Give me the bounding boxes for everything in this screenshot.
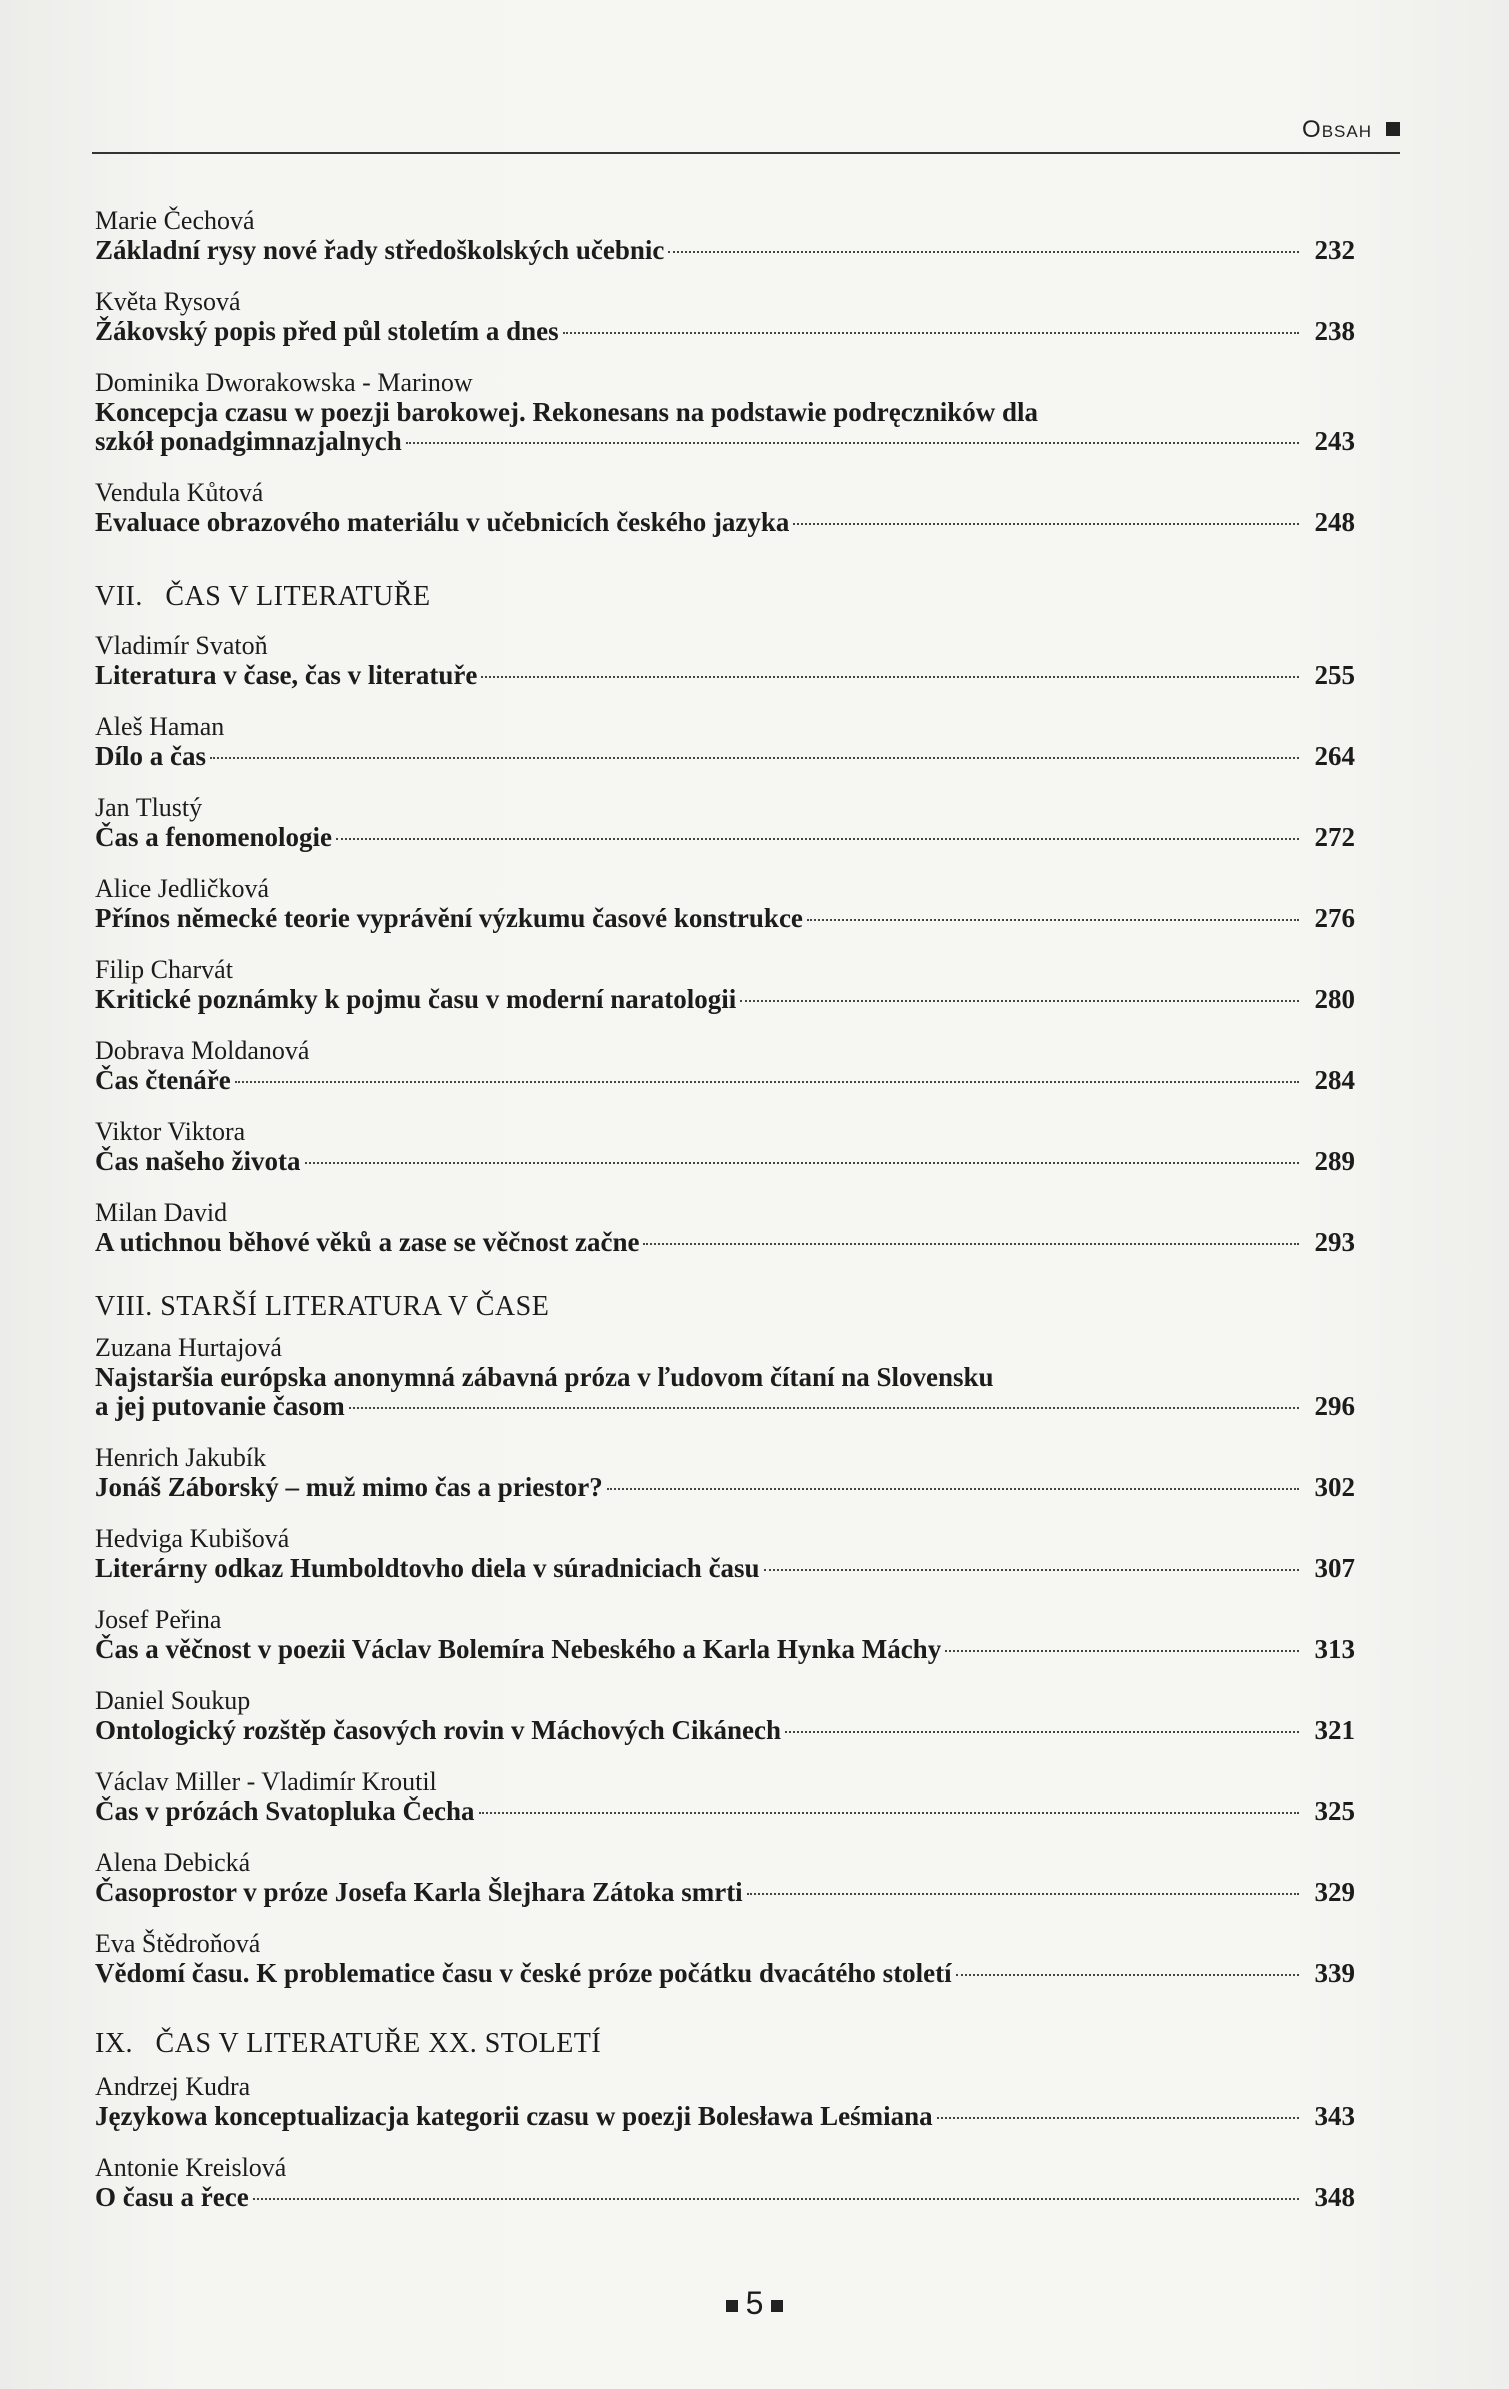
entry-author: Jan Tlustý bbox=[95, 793, 203, 822]
toc-entry[interactable] bbox=[95, 368, 1355, 456]
entry-title: a jej putovanie časom bbox=[95, 1391, 345, 1421]
entry-author: Dobrava Moldanová bbox=[95, 1036, 310, 1065]
entry-author: Henrich Jakubík bbox=[95, 1443, 267, 1472]
entry-title: Čas našeho života bbox=[95, 1146, 301, 1176]
entry-page: 321 bbox=[1314, 1715, 1355, 1745]
toc-entry[interactable] bbox=[95, 793, 1355, 852]
page-footer bbox=[0, 2285, 1509, 2322]
toc-entry[interactable] bbox=[95, 1848, 1355, 1907]
entry-page: 243 bbox=[1314, 426, 1355, 456]
entry-title: Časoprostor v próze Josefa Karla Šlejhara Zátoka smrti bbox=[95, 1877, 743, 1907]
toc-entry[interactable] bbox=[95, 2153, 1355, 2212]
entry-author: Alice Jedličková bbox=[95, 874, 269, 903]
entry-page: 264 bbox=[1314, 741, 1355, 771]
entry-author: Aleš Haman bbox=[95, 712, 225, 741]
toc-entry[interactable] bbox=[95, 1686, 1355, 1745]
entry-title: Čas čtenáře bbox=[95, 1065, 231, 1095]
entry-title: Přínos německé teorie vyprávění výzkumu časové konstrukce bbox=[95, 903, 803, 933]
entry-author: Milan David bbox=[95, 1198, 228, 1227]
entry-author: Hedviga Kubišová bbox=[95, 1524, 290, 1553]
entry-title: Językowa konceptualizacja kategorii czasu w poezji Bolesława Leśmiana bbox=[95, 2101, 933, 2131]
entry-title-line1: Koncepcja czasu w poezji barokowej. Rekonesans na podstawie podręczników dla bbox=[95, 397, 1039, 427]
header-title: Obsah bbox=[1302, 116, 1372, 143]
entry-page: 339 bbox=[1314, 1958, 1355, 1988]
entry-title: Dílo a čas bbox=[95, 741, 206, 771]
entry-title: Ontologický rozštěp časových rovin v Máchových Cikánech bbox=[95, 1715, 781, 1745]
entry-author: Alena Debická bbox=[95, 1848, 251, 1877]
toc-entry[interactable] bbox=[95, 1605, 1355, 1664]
toc-entry[interactable] bbox=[95, 287, 1355, 346]
toc-entry[interactable] bbox=[95, 1117, 1355, 1176]
section-heading-vii: VII. ČAS V LITERATUŘE bbox=[95, 581, 431, 612]
entry-title: Vědomí času. K problematice času v české próze počátku dvacátého století bbox=[95, 1958, 952, 1988]
entry-title: Čas a věčnost v poezii Václav Bolemíra Nebeského a Karla Hynka Máchy bbox=[95, 1634, 942, 1664]
entry-title: Evaluace obrazového materiálu v učebnicích českého jazyka bbox=[95, 507, 790, 537]
entry-title-line1: Najstaršia európska anonymná zábavná próza v ľudovom čítaní na Slovensku bbox=[95, 1362, 994, 1392]
entry-title: Žákovský popis před půl stoletím a dnes bbox=[95, 316, 559, 346]
entry-page: 289 bbox=[1314, 1146, 1355, 1176]
section-heading-viii: VIII. STARŠÍ LITERATURA V ČASE bbox=[95, 1291, 550, 1322]
entry-page: 325 bbox=[1314, 1796, 1355, 1826]
entry-author: Květa Rysová bbox=[95, 287, 241, 316]
toc-entry[interactable] bbox=[95, 1198, 1355, 1257]
toc-entry[interactable] bbox=[95, 631, 1355, 690]
entry-title: O času a řece bbox=[95, 2182, 249, 2212]
entry-page: 272 bbox=[1314, 822, 1355, 852]
entry-page: 293 bbox=[1314, 1227, 1355, 1257]
entry-page: 248 bbox=[1314, 507, 1355, 537]
entry-author: Eva Štědroňová bbox=[95, 1929, 261, 1958]
entry-title: szkół ponadgimnazjalnych bbox=[95, 426, 402, 456]
entry-author: Josef Peřina bbox=[95, 1605, 222, 1634]
toc-entry[interactable] bbox=[95, 1524, 1355, 1583]
entry-title: Literatura v čase, čas v literatuře bbox=[95, 660, 478, 690]
toc-entry[interactable] bbox=[95, 874, 1355, 933]
toc-entry[interactable] bbox=[95, 478, 1355, 537]
toc-entry[interactable] bbox=[95, 1929, 1355, 1988]
entry-title: Čas v prózách Svatopluka Čecha bbox=[95, 1796, 475, 1826]
entry-page: 329 bbox=[1314, 1877, 1355, 1907]
toc-entry[interactable] bbox=[95, 1036, 1355, 1095]
page-number: 5 bbox=[745, 2285, 764, 2321]
footer-square-icon bbox=[771, 2300, 783, 2312]
entry-page: 348 bbox=[1314, 2182, 1355, 2212]
entry-author: Václav Miller - Vladimír Kroutil bbox=[95, 1767, 437, 1796]
entry-page: 238 bbox=[1314, 316, 1355, 346]
toc-entry[interactable] bbox=[95, 955, 1355, 1014]
entry-title: Čas a fenomenologie bbox=[95, 822, 332, 852]
entry-author: Marie Čechová bbox=[95, 206, 255, 235]
running-header bbox=[92, 112, 1400, 154]
entry-author: Vendula Kůtová bbox=[95, 478, 264, 507]
header-square-icon bbox=[1386, 122, 1400, 136]
entry-page: 276 bbox=[1314, 903, 1355, 933]
entry-title: Jonáš Záborský – muž mimo čas a priestor? bbox=[95, 1472, 603, 1502]
entry-page: 284 bbox=[1314, 1065, 1355, 1095]
toc-entry[interactable] bbox=[95, 206, 1355, 265]
entry-author: Daniel Soukup bbox=[95, 1686, 251, 1715]
entry-author: Filip Charvát bbox=[95, 955, 233, 984]
entry-page: 302 bbox=[1314, 1472, 1355, 1502]
table-of-contents bbox=[95, 206, 1355, 2234]
entry-page: 307 bbox=[1314, 1553, 1355, 1583]
entry-page: 343 bbox=[1314, 2101, 1355, 2131]
section-heading-ix: IX. ČAS V LITERATUŘE XX. STOLETÍ bbox=[95, 2028, 602, 2059]
entry-author: Vladimír Svatoň bbox=[95, 631, 268, 660]
entry-title: Literárny odkaz Humboldtovho diela v súradniciach času bbox=[95, 1553, 760, 1583]
entry-author: Zuzana Hurtajová bbox=[95, 1333, 282, 1362]
entry-title: Základní rysy nové řady středoškolských učebnic bbox=[95, 235, 665, 265]
toc-entry[interactable] bbox=[95, 1443, 1355, 1502]
entry-title: Kritické poznámky k pojmu času v moderní naratologii bbox=[95, 984, 737, 1014]
entry-page: 280 bbox=[1314, 984, 1355, 1014]
toc-entry[interactable] bbox=[95, 2072, 1355, 2131]
entry-author: Dominika Dworakowska - Marinow bbox=[95, 368, 473, 397]
footer-square-icon bbox=[726, 2300, 738, 2312]
entry-author: Viktor Viktora bbox=[95, 1117, 246, 1146]
entry-author: Andrzej Kudra bbox=[95, 2072, 251, 2101]
entry-page: 255 bbox=[1314, 660, 1355, 690]
entry-author: Antonie Kreislová bbox=[95, 2153, 287, 2182]
entry-page: 313 bbox=[1314, 1634, 1355, 1664]
toc-entry[interactable] bbox=[95, 1333, 1355, 1421]
entry-title: A utichnou běhové věků a zase se věčnost začne bbox=[95, 1227, 640, 1257]
toc-entry[interactable] bbox=[95, 1767, 1355, 1826]
toc-entry[interactable] bbox=[95, 712, 1355, 771]
entry-page: 232 bbox=[1314, 235, 1355, 265]
entry-page: 296 bbox=[1314, 1391, 1355, 1421]
